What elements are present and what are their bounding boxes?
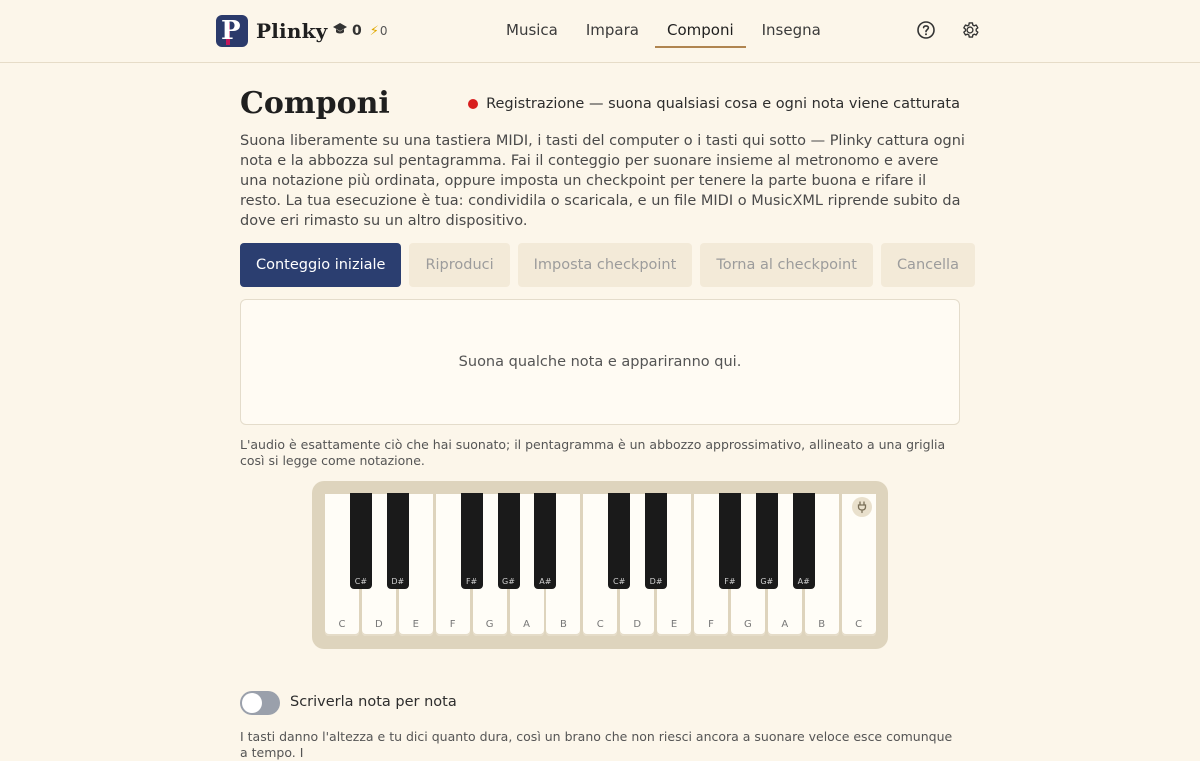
key-label: E: [412, 619, 419, 630]
nav-insegna[interactable]: Insegna: [761, 21, 821, 39]
key-label: C: [855, 619, 863, 630]
back-to-checkpoint-button[interactable]: Torna al checkpoint: [700, 243, 873, 287]
plinky-logo-icon: P: [216, 15, 248, 47]
compose-toolbar: [240, 243, 983, 287]
nav-componi[interactable]: Componi: [655, 0, 746, 48]
piano-black-key[interactable]: [387, 493, 409, 589]
toggle-knob: [242, 693, 262, 713]
piano-black-key[interactable]: [608, 493, 630, 589]
lightning-bolt-icon: ⚡: [369, 23, 379, 39]
energy-count: 0: [379, 24, 388, 38]
key-label: C#: [354, 577, 368, 586]
gear-icon[interactable]: [960, 20, 980, 40]
plug-icon[interactable]: [852, 497, 872, 517]
intro-text: Suona liberamente su una tastiera MIDI, i tasti del computer o i tasti qui sotto — Plinky cattura ogni nota e la abbozza sul pentagramma. Fai il conteggio per suonare insieme al metronomo e avere una notazione più ordinata, oppure imposta un checkpoint per tenere la parte buona e rifare il resto. La tua esecuzione è tua: condividila o scaricala, e un file MIDI o MusicXML riprende subito da dove eri rimasto su un altro dispositivo.: [240, 133, 965, 229]
key-label: B: [559, 619, 567, 630]
top-bar: [0, 0, 1200, 63]
key-label: G#: [760, 577, 774, 586]
clear-button[interactable]: Cancella: [881, 243, 975, 287]
key-label: C: [596, 619, 604, 630]
recording-dot-icon: [468, 99, 478, 109]
notation-area: [240, 299, 960, 425]
play-button[interactable]: Riproduci: [409, 243, 509, 287]
piano-black-key[interactable]: [534, 493, 556, 589]
set-checkpoint-button[interactable]: Imposta checkpoint: [518, 243, 693, 287]
key-label: G: [744, 619, 752, 630]
brand-name: Plinky: [256, 19, 328, 43]
key-label: D: [375, 619, 383, 630]
nav-musica[interactable]: Musica: [506, 21, 558, 39]
piano-black-key[interactable]: [498, 493, 520, 589]
notation-placeholder: Suona qualche nota e appariranno qui.: [458, 354, 742, 370]
help-circle-icon[interactable]: [916, 20, 936, 40]
graduation-cap-icon: [332, 22, 348, 40]
recording-status: [468, 96, 960, 112]
piano-keyboard: [312, 481, 888, 649]
piano-black-key[interactable]: [793, 493, 815, 589]
key-label: A: [523, 619, 530, 630]
piano-black-key[interactable]: [350, 493, 372, 589]
nav-impara[interactable]: Impara: [585, 21, 639, 39]
key-label: F#: [465, 577, 478, 586]
key-label: A: [781, 619, 789, 630]
key-label: G: [485, 619, 494, 630]
key-label: D#: [391, 577, 405, 586]
page-title: Componi: [240, 86, 390, 121]
piano-black-key[interactable]: [756, 493, 778, 589]
key-label: A#: [797, 577, 810, 586]
piano-black-key[interactable]: [461, 493, 483, 589]
key-label: F#: [724, 577, 736, 586]
key-label: F: [708, 619, 714, 630]
key-label: F: [449, 619, 456, 630]
note-by-note-label: Scriverla nota per nota: [290, 694, 457, 710]
key-label: D: [633, 619, 642, 630]
streak-count: 0: [352, 23, 362, 39]
key-label: G#: [502, 577, 515, 586]
key-label: D#: [649, 577, 663, 586]
key-label: C: [338, 619, 346, 630]
key-label: C#: [613, 577, 626, 586]
piano-black-key[interactable]: [719, 493, 741, 589]
note-by-note-help: I tasti danno l'altezza e tu dici quanto dura, così un brano che non riesci ancora a suonare veloce esce comunque a tempo. I: [240, 729, 953, 760]
key-label: B: [818, 619, 826, 630]
count-in-button[interactable]: Conteggio iniziale: [240, 243, 401, 287]
key-label: A#: [539, 577, 552, 586]
main-nav: [494, 0, 837, 50]
home-logo[interactable]: [216, 15, 327, 47]
recording-status-text: Registrazione — suona qualsiasi cosa e ogni nota viene catturata: [486, 96, 960, 112]
audio-note: L'audio è esattamente ciò che hai suonato; il pentagramma è un abbozzo approssimativo, allineato a una griglia così si legge come notazione.: [240, 437, 946, 468]
key-label: E: [670, 619, 678, 630]
piano-black-key[interactable]: [645, 493, 667, 589]
user-stats: [332, 22, 388, 40]
note-by-note-toggle[interactable]: [240, 691, 280, 715]
